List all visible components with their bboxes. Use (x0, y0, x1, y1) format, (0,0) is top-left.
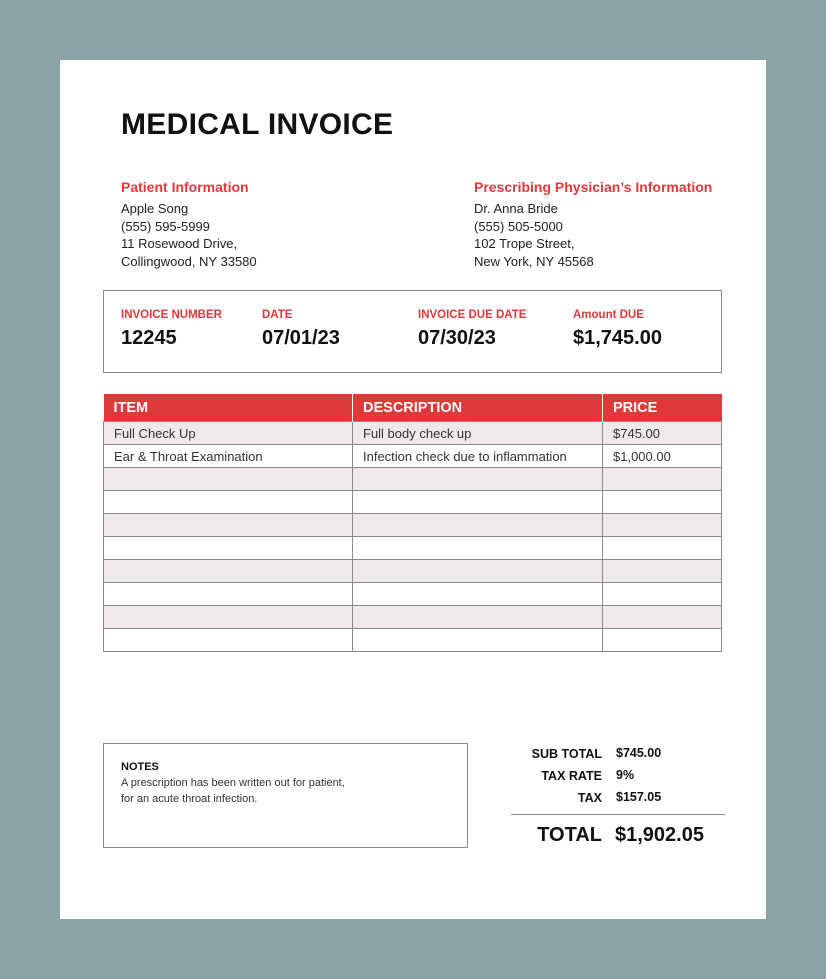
summary-divider (511, 814, 725, 815)
price-cell: $745.00 (603, 422, 722, 445)
notes-text (121, 776, 421, 807)
physician-address-line2: New York, NY 45568 (474, 254, 594, 270)
tax-rate-value: 9% (616, 768, 635, 782)
invoice-sheet (60, 60, 766, 919)
item-cell (104, 560, 353, 583)
patient-address-line2: Collingwood, NY 33580 (121, 254, 257, 270)
description-cell (353, 583, 603, 606)
physician-name: Dr. Anna Bride (474, 201, 558, 216)
physician-info-heading: Prescribing Physician’s Information (474, 179, 713, 195)
description-cell (353, 560, 603, 583)
invoice-due-date-label: INVOICE DUE DATE (418, 309, 527, 321)
price-cell (603, 560, 722, 583)
amount-due-field (573, 309, 662, 350)
table-row (104, 491, 722, 514)
invoice-number-field (121, 309, 222, 350)
invoice-date-field (262, 309, 340, 350)
notes-line: for an acute throat infection. (121, 792, 258, 805)
invoice-date-value: 07/01/23 (262, 327, 340, 349)
subtotal-label: SUB TOTAL (531, 747, 602, 761)
patient-name: Apple Song (121, 201, 189, 216)
invoice-number-label: INVOICE NUMBER (121, 309, 222, 321)
total-label: TOTAL (537, 824, 602, 846)
price-cell (603, 583, 722, 606)
table-row (104, 560, 722, 583)
invoice-items-table (103, 394, 722, 652)
item-cell: Ear & Throat Examination (104, 445, 353, 468)
notes-title: NOTES (121, 761, 159, 773)
notes-box (103, 743, 468, 848)
price-cell (603, 537, 722, 560)
table-row (104, 629, 722, 652)
physician-info (474, 179, 712, 271)
patient-phone: (555) 595-5999 (121, 218, 210, 234)
description-cell (353, 537, 603, 560)
column-header-item: ITEM (104, 394, 353, 422)
description-cell: Full body check up (353, 422, 603, 445)
item-cell (104, 491, 353, 514)
item-cell (104, 468, 353, 491)
invoice-due-date-field (418, 309, 526, 350)
patient-info (121, 179, 257, 271)
table-row (104, 514, 722, 537)
table-header-row (104, 394, 722, 422)
subtotal-value: $745.00 (616, 746, 662, 760)
invoice-due-date-value: 07/30/23 (418, 327, 496, 349)
tax-rate-label: TAX RATE (541, 769, 602, 783)
tax-label: TAX (577, 791, 602, 805)
description-cell (353, 491, 603, 514)
column-header-description: DESCRIPTION (353, 394, 603, 422)
table-row (104, 606, 722, 629)
notes-line: A prescription has been written out for patient, (121, 777, 345, 789)
price-cell: $1,000.00 (603, 445, 722, 468)
invoice-date-label: DATE (262, 309, 293, 321)
item-cell (104, 629, 353, 652)
amount-due-value: $1,745.00 (573, 327, 662, 349)
item-cell (104, 583, 353, 606)
patient-info-heading: Patient Information (121, 179, 249, 195)
item-cell (104, 606, 353, 629)
table-row (104, 468, 722, 491)
invoice-number-value: 12245 (121, 327, 177, 349)
invoice-title: MEDICAL INVOICE (121, 108, 394, 141)
tax-value: $157.05 (616, 790, 662, 804)
amount-due-label: Amount DUE (573, 309, 644, 321)
physician-address-line1: 102 Trope Street, (474, 236, 575, 252)
price-cell (603, 468, 722, 491)
table-row (104, 583, 722, 606)
table-row (104, 422, 722, 445)
description-cell (353, 468, 603, 491)
item-cell: Full Check Up (104, 422, 353, 445)
price-cell (603, 606, 722, 629)
item-cell (104, 537, 353, 560)
price-cell (603, 514, 722, 537)
invoice-meta-box (103, 290, 722, 373)
column-header-price: PRICE (603, 394, 722, 422)
description-cell (353, 629, 603, 652)
description-cell (353, 514, 603, 537)
item-cell (104, 514, 353, 537)
patient-address-line1: 11 Rosewood Drive, (121, 236, 238, 252)
description-cell: Infection check due to inflammation (353, 445, 603, 468)
price-cell (603, 629, 722, 652)
table-row (104, 537, 722, 560)
physician-phone: (555) 505-5000 (474, 218, 563, 234)
price-cell (603, 491, 722, 514)
total-value: $1,902.05 (615, 824, 704, 846)
description-cell (353, 606, 603, 629)
table-row (104, 445, 722, 468)
